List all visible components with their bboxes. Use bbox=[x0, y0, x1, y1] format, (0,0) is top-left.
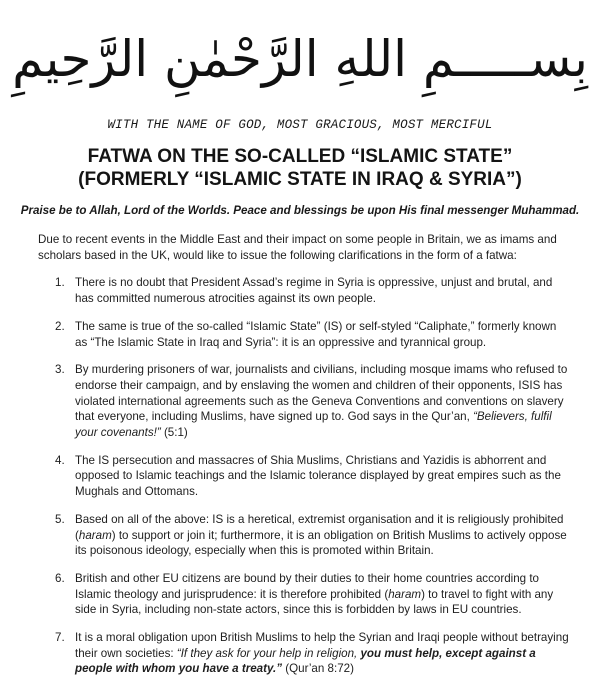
bismillah-calligraphy: بِســـــمِ اللهِ الرَّحْمٰنِ الرَّحِيمِ bbox=[12, 30, 588, 88]
text-segment: haram bbox=[388, 587, 422, 601]
praise-line: Praise be to Allah, Lord of the Worlds. Peace and blessings be upon His final messenger Muhammad. bbox=[20, 204, 580, 217]
list-item-text bbox=[75, 320, 556, 349]
list-item-number: 2. bbox=[55, 319, 65, 333]
text-segment: you must help, except against a people with whom you have a treaty.” bbox=[75, 646, 536, 676]
list-item-text bbox=[75, 513, 567, 557]
list-item bbox=[55, 362, 570, 441]
text-segment: By murdering prisoners of war, journalists and civilians, including mosque imams who refused to endorse their campaign, and by enslaving the women and children of their opponents, ISIS has violated international agreements such as the Geneva Conventions and conventions on slavery that everyone, including Muslims, have signed up to. God says in the Qur’an, bbox=[75, 363, 568, 424]
list-item-text bbox=[75, 276, 552, 305]
text-segment: (5:1) bbox=[160, 426, 188, 440]
list-item bbox=[55, 453, 570, 500]
list-item-text bbox=[75, 631, 569, 675]
list-item-number: 7. bbox=[55, 631, 65, 645]
list-item-text bbox=[75, 572, 553, 616]
document-title bbox=[0, 145, 600, 191]
intro-paragraph: Due to recent events in the Middle East and their impact on some people in Britain, we as imams and scholars based in the UK, would like to issue the following clarifications in the form of a fatwa: bbox=[38, 233, 557, 262]
list-item-number: 3. bbox=[55, 363, 65, 377]
list-item bbox=[55, 571, 570, 618]
fatwa-list bbox=[55, 275, 570, 677]
list-item-number: 5. bbox=[55, 512, 65, 526]
text-segment: The IS persecution and massacres of Shia Muslims, Christians and Yazidis is abhorrent and opposed to Islamic teachings and the Islamic tolerance displayed by great empires such as the Mughals and Ottomans. bbox=[75, 453, 561, 499]
list-item bbox=[55, 512, 570, 559]
bismillah-translation: WITH THE NAME OF GOD, MOST GRACIOUS, MOST MERCIFUL bbox=[107, 118, 493, 132]
text-segment: It is a moral obligation upon British Muslims to help the Syrian and Iraqi people without betraying their own societies: bbox=[75, 631, 569, 660]
list-item bbox=[55, 275, 570, 306]
list-item-text bbox=[75, 454, 561, 498]
list-item-number: 6. bbox=[55, 571, 65, 585]
text-segment: There is no doubt that President Assad’s regime in Syria is oppressive, unjust and brutal, and has committed numerous atrocities against its own people. bbox=[75, 276, 553, 306]
text-segment: Based on all of the above: IS is a heretical, extremist organisation and it is religiously prohibited ( bbox=[75, 512, 564, 542]
document-title-line2: (FORMERLY “ISLAMIC STATE IN IRAQ & SYRIA”) bbox=[78, 169, 522, 190]
text-segment: ) to travel to fight with any side in Syria, including non-state actors, since this is forbidden by laws in EU countries. bbox=[75, 587, 554, 617]
list-item bbox=[55, 630, 570, 677]
document-title-line1: FATWA ON THE SO-CALLED “ISLAMIC STATE” bbox=[87, 146, 513, 167]
text-segment: “If they ask for your help in religion, bbox=[176, 646, 361, 660]
text-segment: “Believers, fulfil your covenants!” bbox=[75, 410, 552, 440]
list-item bbox=[55, 319, 570, 350]
list-item-number: 1. bbox=[55, 276, 65, 290]
text-segment: The same is true of the so-called “Islamic State” (IS) or self-styled “Caliphate,” formerly known as “The Islamic State in Iraq and Syria”: it is an oppressive and tyrannical group. bbox=[75, 319, 557, 349]
text-segment: (Qur’an 8:72) bbox=[282, 662, 354, 676]
list-item-text bbox=[75, 363, 567, 439]
text-segment: British and other EU citizens are bound by their duties to their home countries according to Islamic theology and jurisprudence: it is therefore prohibited ( bbox=[75, 571, 539, 601]
text-segment: haram bbox=[78, 528, 112, 542]
list-item-number: 4. bbox=[55, 453, 65, 467]
text-segment: ) to support or join it; furthermore, it is an obligation on British Muslims to actively oppose its poisonous ideology, especially when this is promoted within Britain. bbox=[75, 528, 567, 558]
